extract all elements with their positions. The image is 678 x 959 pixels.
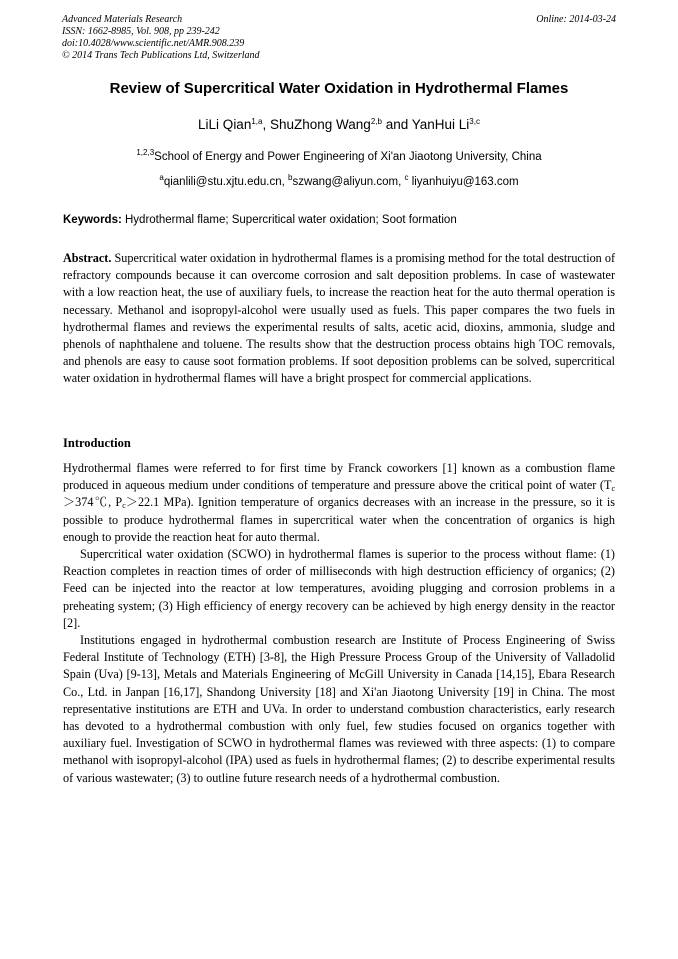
author-separator: , — [262, 117, 270, 132]
author-superscript: 1,a — [251, 117, 263, 126]
introduction-section — [63, 460, 615, 787]
email-superscript: c — [404, 173, 409, 182]
author-name: ShuZhong Wang — [269, 117, 371, 132]
intro-p1-text: ＞374℃, P — [63, 495, 123, 510]
email-address[interactable]: qianlili@stu.xjtu.edu.cn, — [163, 176, 289, 188]
keywords-text: Hydrothermal flame; Supercritical water oxidation; Soot formation — [125, 214, 457, 226]
issn-line: ISSN: 1662-8985, Vol. 908, pp 239-242 — [62, 26, 220, 37]
abstract-paragraph — [63, 250, 615, 388]
author-separator: and — [381, 117, 412, 132]
subscript-c: c — [122, 501, 126, 511]
keywords-label: Keywords: — [63, 214, 122, 226]
intro-paragraph-2: Supercritical water oxidation (SCWO) in hydrothermal flames is superior to the process without flame: (1) Reaction completes in reaction times of order of milliseconds with high destruction efficiency of organics; (2) Feed can be injected into the reactor at low temperatures, avoiding plugging and corrosion problems in a preheating system; (3) High efficiency of energy recovery can be achieved by high energy density in the reactor [2]. — [63, 547, 615, 630]
email-list — [0, 173, 678, 188]
keywords-section — [63, 214, 615, 226]
affiliation — [0, 148, 678, 163]
intro-paragraph-1 — [63, 460, 615, 546]
intro-paragraph-3: Institutions engaged in hydrothermal combustion research are Institute of Process Engineering of Swiss Federal Institute of Technology (ETH) [3-8], the High Pressure Process Group of the University of Valladolid Spain (Uva) [9-13], Metals and Materials Engineering of McGill University in Canada [14,15], Ebara Research Co., Ltd. in Janpan [16,17], Shandong University [18] and Xi'an Jiaotong University [19] in China. The most representative institutions are ETH and UVa. In order to understand combustion characteristics, early research has devoted to a hydrothermal combustion with only fuel, few studies focused on organics together with auxiliary fuel. Investigation of SCWO in hydrothermal flames was reviewed with three aspects: (1) to compare methanol with isopropyl-alcohol (IPA) used as fuels in hydrothermal flames; (2) to describe experimental results of various wastewater; (3) to outline future research needs of a hydrothermal combustion. — [63, 633, 615, 785]
subscript-c: c — [611, 484, 615, 494]
affiliation-text: School of Energy and Power Engineering of Xi'an Jiaotong University, China — [154, 151, 542, 163]
email-superscript: a — [159, 173, 164, 182]
abstract-label: Abstract. — [63, 251, 112, 265]
affiliation-superscript: 1,2,3 — [136, 148, 155, 157]
author-list — [0, 117, 678, 132]
copyright-line: © 2014 Trans Tech Publications Ltd, Switzerland — [62, 50, 260, 61]
author-superscript: 2,b — [370, 117, 382, 126]
abstract-section — [63, 250, 615, 388]
email-superscript: b — [288, 173, 293, 182]
email-address[interactable]: szwang@aliyun.com, — [292, 176, 405, 188]
introduction-heading: Introduction — [63, 436, 131, 450]
author-superscript: 3,c — [469, 117, 480, 126]
intro-p1-text: ＞22.1 MPa). Ignition temperature of organics decreases with an increase in the pressure, so it is possible to produce hydrothermal flames in supercritical water when the concentration of organics is high enough to provide the reaction heat for auto thermal. — [63, 495, 615, 544]
intro-p1-text: Hydrothermal flames were referred to for first time by Franck coworkers [1] known as a combustion flame produced in aqueous medium under conditions of temperature and pressure above the critical point of water (T — [63, 461, 615, 493]
journal-name: Advanced Materials Research — [62, 14, 183, 25]
doi-line: doi:10.4028/www.scientific.net/AMR.908.239 — [62, 38, 245, 49]
email-address[interactable]: liyanhuiyu@163.com — [408, 176, 519, 188]
author-name: YanHui Li — [411, 117, 470, 132]
paper-title: Review of Supercritical Water Oxidation in Hydrothermal Flames — [109, 80, 569, 97]
online-date: Online: 2014-03-24 — [536, 14, 616, 25]
author-name: LiLi Qian — [198, 117, 252, 132]
abstract-text: Supercritical water oxidation in hydrothermal flames is a promising method for the total destruction of refractory compounds because it can overcome corrosion and salt deposition problems. In case of wastewater with a low reaction heat, the use of auxiliary fuels, to increase the reaction heat for the auto thermal operation is necessary. Methanol and isopropyl-alcohol were usually used as fuels. This paper compares the two fuels in hydrothermal flames and reviews the experimental results of salts, acetic acid, dioxins, ammonia, sludge and phenols of naphthalene and toluene. The results show that the destruction process obtains high TOC removals, and phenols are easy to cause soot formation problems. If soot deposition problems can be solved, supercritical water oxidation in hydrothermal flames will have a bright prospect for commercial applications. — [63, 251, 615, 386]
journal-header — [62, 14, 616, 62]
